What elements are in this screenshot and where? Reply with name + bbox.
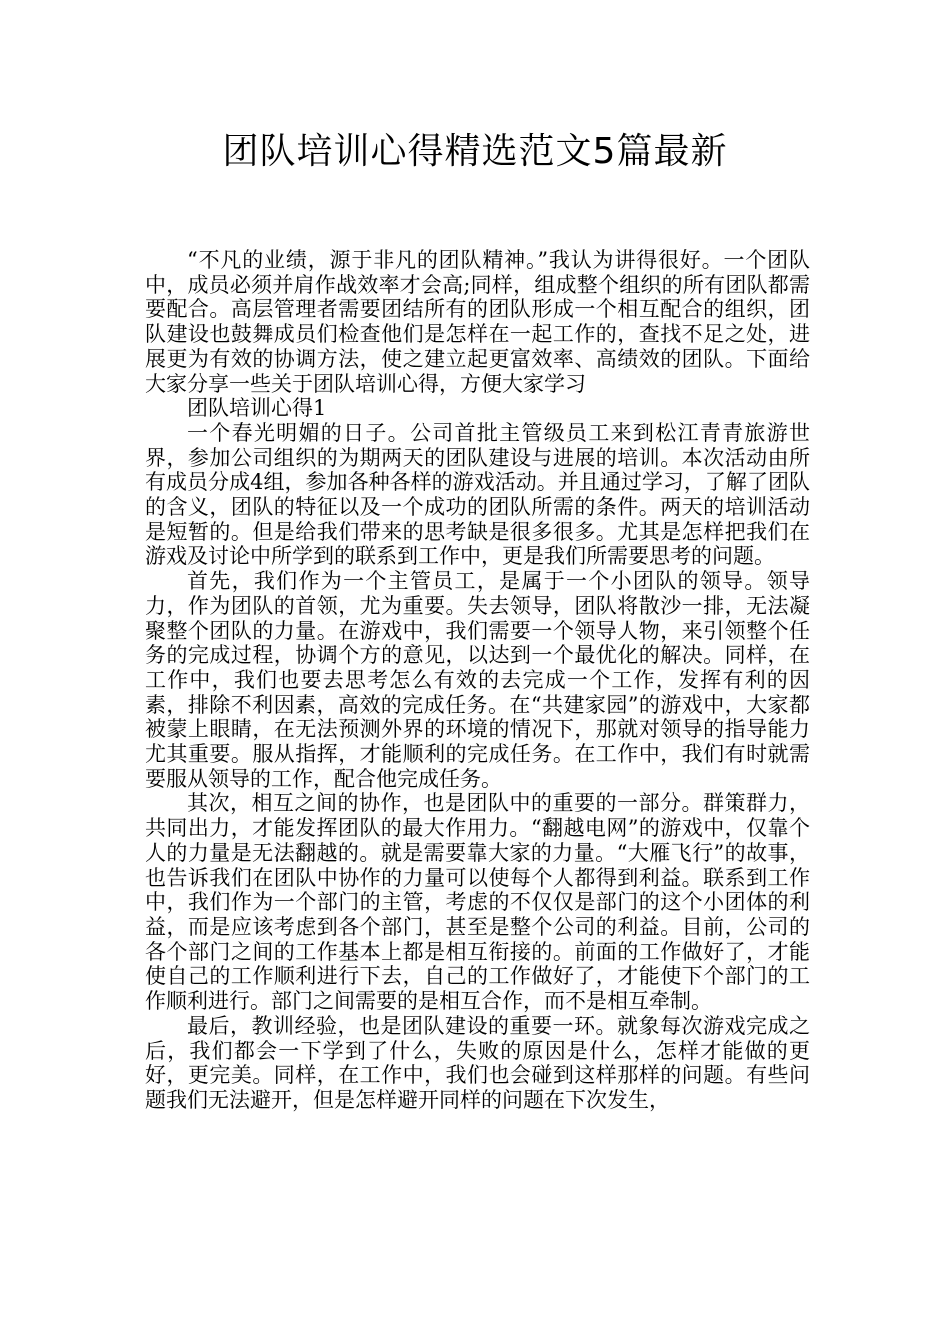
body-paragraph: 首先，我们作为一个主管员工，是属于一个小团队的领导。领导力，作为团队的首领，尤为重要。失去领导，团队将散沙一排，无法凝聚整个团队的力量。在游戏中，我们需要一个领导人物，来引领整个任务的完成过程，协调个方的意见，以达到一个最优化的解决。同样，在工作中，我们也要去思考怎么有效的去完成一个工作，发挥有利的因素，排除不利因素，高效的完成任务。在“共建家园”的游戏中，大家都被蒙上眼睛，在无法预测外界的环境的情况下，那就对领导的指导能力尤其重要。服从指挥，才能顺利的完成任务。在工作中，我们有时就需要服从领导的工作，配合他完成任务。	[145, 569, 810, 791]
body-paragraph: 其次，相互之间的协作，也是团队中的重要的一部分。群策群力，共同出力，才能发挥团队的最大作用力。“翻越电网”的游戏中，仅靠个人的力量是无法翻越的。就是需要靠大家的力量。“大雁飞行”的故事，也告诉我们在团队中协作的力量可以使每个人都得到利益。联系到工作中，我们作为一个部门的主管，考虑的不仅仅是部门的这个小团体的利益，而是应该考虑到各个部门，甚至是整个公司的利益。目前，公司的各个部门之间的工作基本上都是相互衔接的。前面的工作做好了，才能使自己的工作顺利进行下去，自己的工作做好了，才能使下个部门的工作顺利进行。部门之间需要的是相互合作，而不是相互牵制。	[145, 791, 810, 1014]
intro-paragraph: “不凡的业绩，源于非凡的团队精神。”我认为讲得很好。一个团队中，成员必须并肩作战效率才会高;同样，组成整个组织的所有团队都需要配合。高层管理者需要团结所有的团队形成一个相互配合的组织，团队建设也鼓舞成员们检查他们是怎样在一起工作的，查找不足之处，进展更为有效的协调方法，使之建立起更富效率、高绩效的团队。下面给大家分享一些关于团队培训心得，方便大家学习	[145, 248, 810, 396]
document-title: 团队培训心得精选范文5篇最新	[222, 131, 728, 172]
body-paragraph: 一个春光明媚的日子。公司首批主管级员工来到松江青青旅游世界，参加公司组织的为期两天的团队建设与进展的培训。本次活动由所有成员分成4组，参加各种各样的游戏活动。并且通过学习，了解了团队的含义，团队的特征以及一个成功的团队所需的条件。两天的培训活动是短暂的。但是给我们带来的思考缺是很多很多。尤其是怎样把我们在游戏及讨论中所学到的联系到工作中，更是我们所需要思考的问题。	[145, 420, 810, 569]
body-paragraph: 最后，教训经验，也是团队建设的重要一环。就象每次游戏完成之后，我们都会一下学到了什么，失败的原因是什么，怎样才能做的更好，更完美。同样，在工作中，我们也会碰到这样那样的问题。有些问题我们无法避开，但是怎样避开同样的问题在下次发生，	[145, 1013, 810, 1112]
section-heading: 团队培训心得1	[187, 396, 327, 421]
document-body	[145, 248, 810, 1113]
